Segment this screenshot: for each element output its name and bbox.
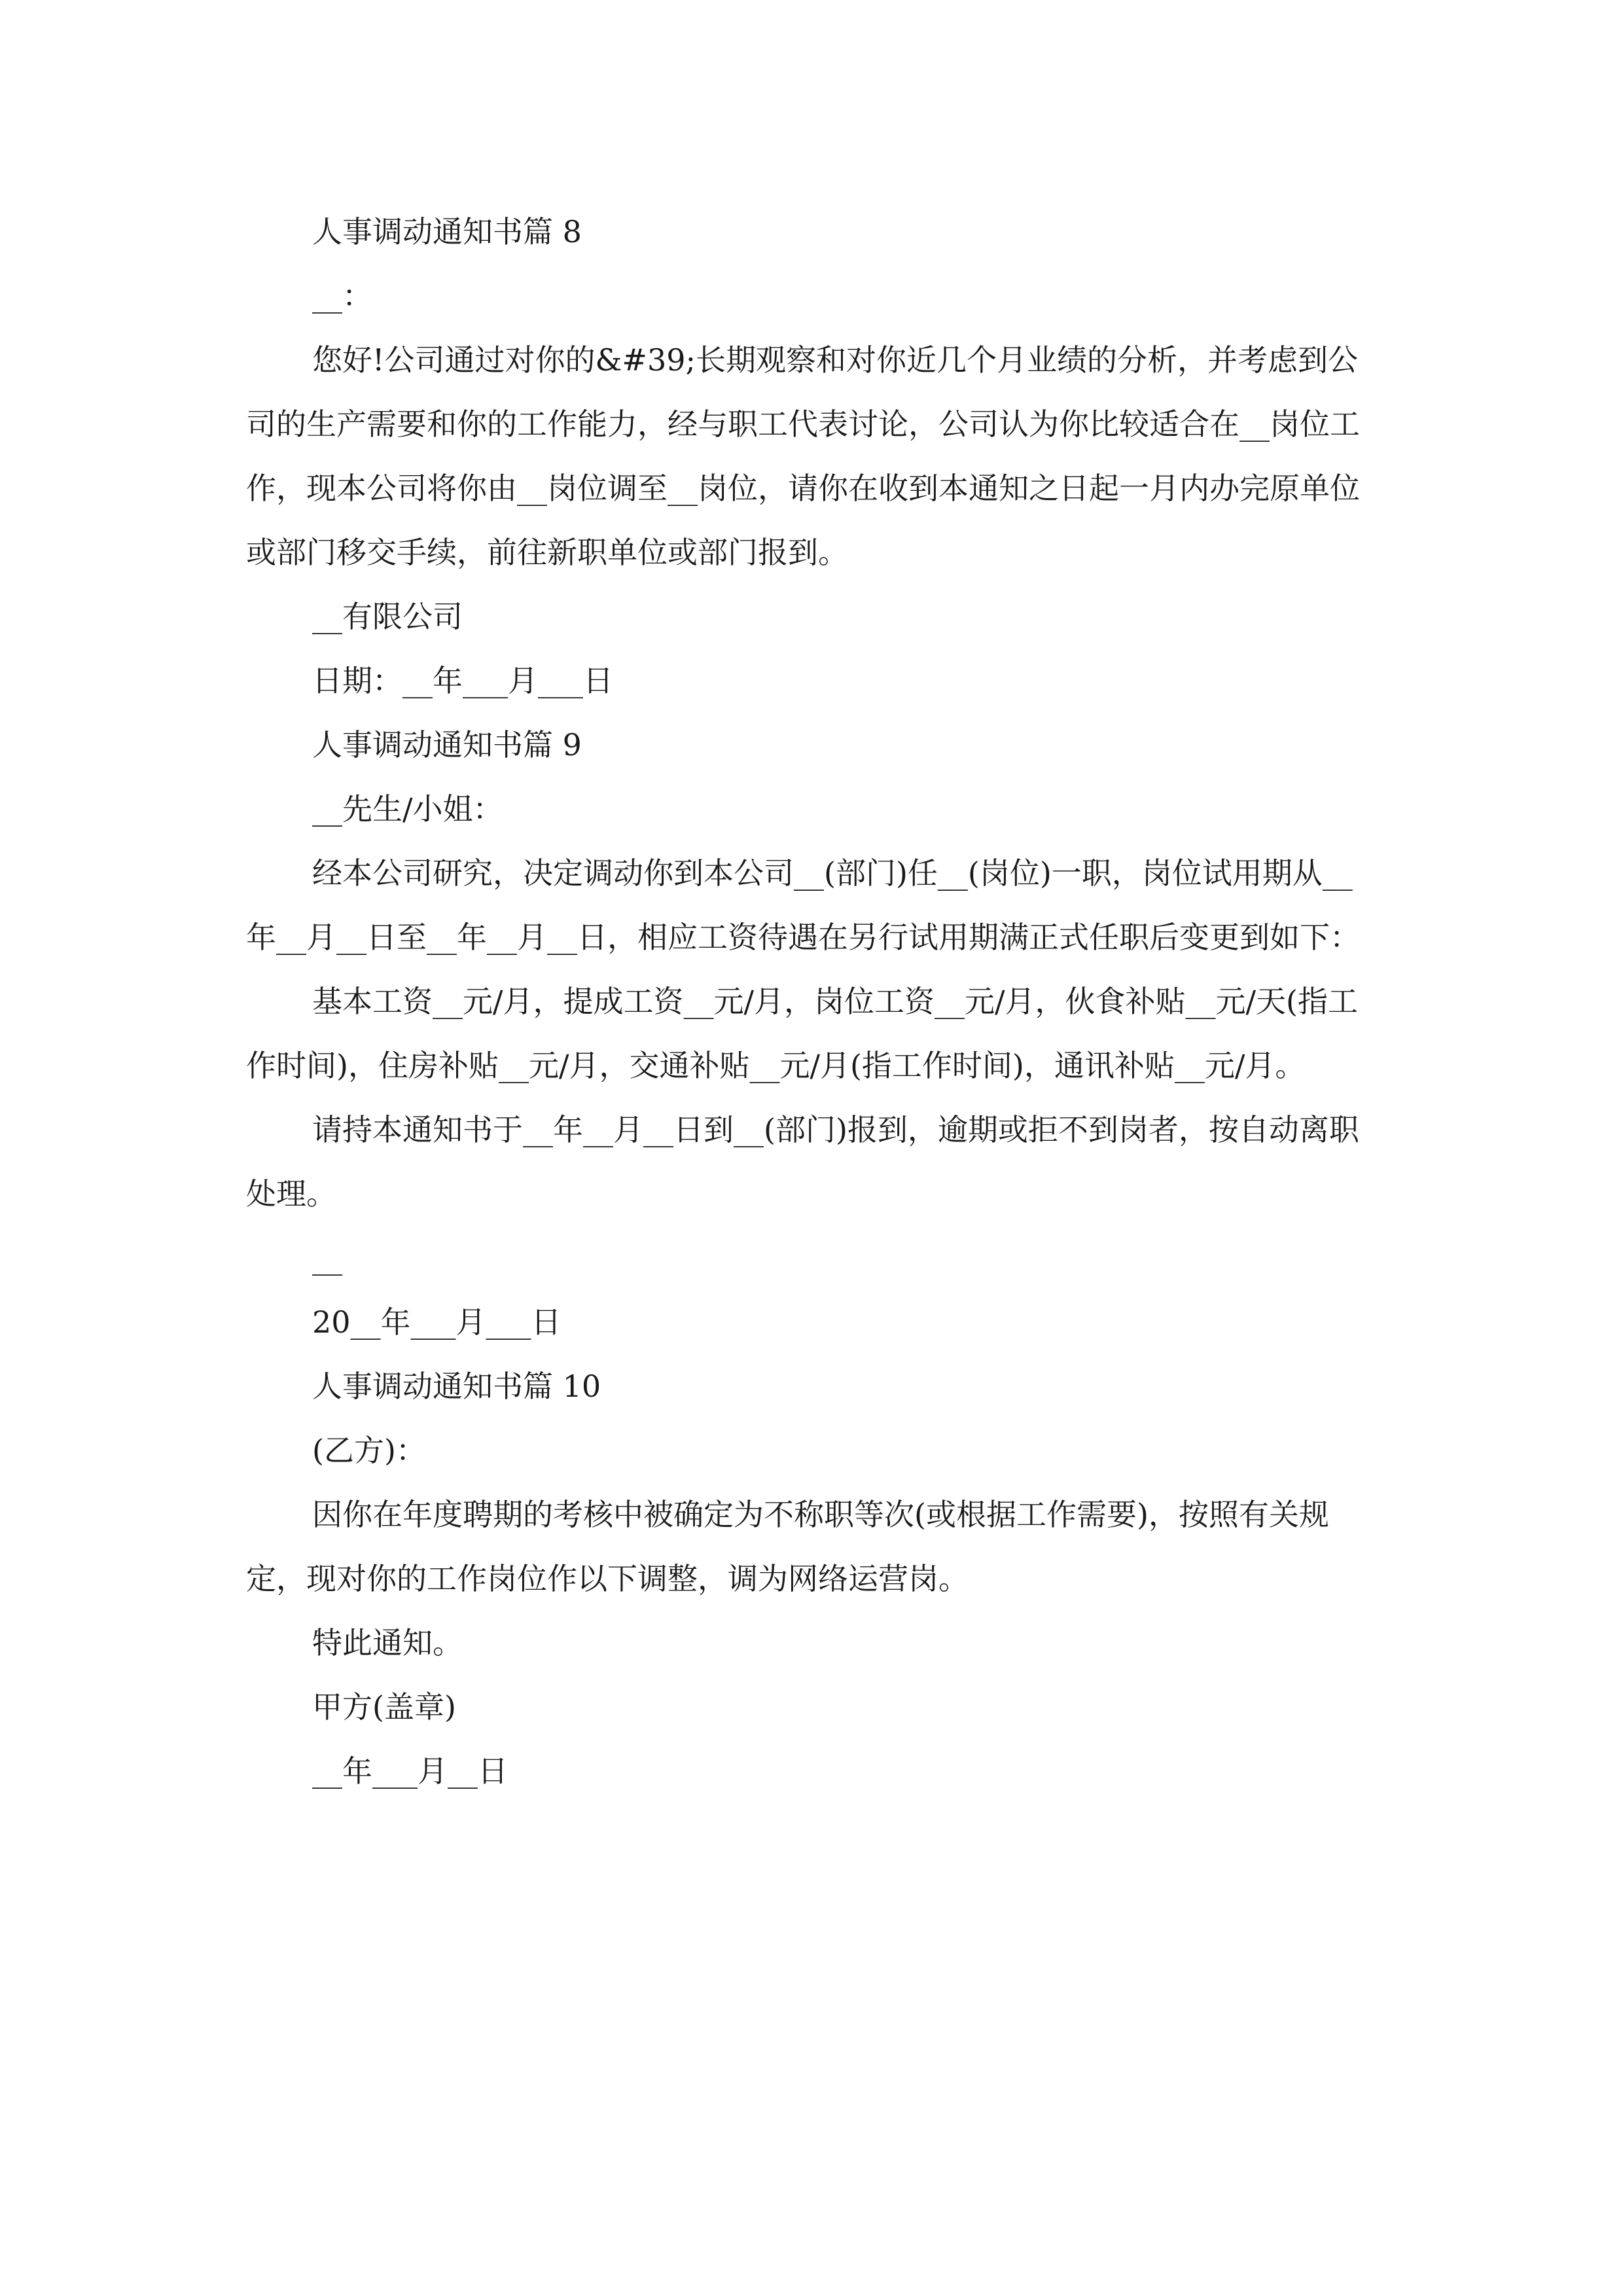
date-line: 20__年___月___日	[312, 1304, 562, 1340]
signature-line: __	[312, 1240, 342, 1276]
company-name: __有限公司	[312, 599, 463, 634]
document-page	[246, 200, 1377, 1803]
date-line: 日期：__年___月___日	[312, 663, 613, 698]
section-heading: 人事调动通知书篇 10	[312, 1369, 601, 1404]
date-line: __年___月__日	[312, 1753, 508, 1789]
salutation: __先生/小姐：	[312, 791, 503, 827]
salutation: (乙方)：	[312, 1433, 426, 1468]
body-paragraph: 请持本通知书于__年__月__日到__(部门)报到，逾期或拒不到岗者，按自动离职处理。	[246, 1112, 1359, 1211]
body-paragraph: 您好!公司通过对你的&#39;长期观察和对你近几个月业绩的分析，并考虑到公司的生产需要和你的工作能力，经与职工代表讨论，公司认为你比较适合在__岗位工作，现本公司将你由__岗位调至__岗位，请你在收到本通知之日起一月内办完原单位或部门移交手续，前往新职单位或部门报到。	[246, 342, 1360, 570]
section-heading: 人事调动通知书篇 8	[312, 214, 582, 249]
body-paragraph: 因你在年度聘期的考核中被确定为不称职等次(或根据工作需要)，按照有关规定，现对你的工作岗位作以下调整，调为网络运营岗。	[246, 1497, 1329, 1596]
party-line: 甲方(盖章)	[312, 1689, 456, 1725]
salutation: __：	[312, 278, 372, 314]
notice-line: 特此通知。	[312, 1625, 463, 1660]
body-paragraph: 经本公司研究，决定调动你到本公司__(部门)任__(岗位)一职，岗位试用期从__年__月__日至__年__月__日，相应工资待遇在另行试用期满正式任职后变更到如下：	[246, 855, 1360, 955]
section-heading: 人事调动通知书篇 9	[312, 727, 582, 762]
body-paragraph: 基本工资__元/月，提成工资__元/月，岗位工资__元/月，伙食补贴__元/天(指工作时间)，住房补贴__元/月，交通补贴__元/月(指工作时间)，通讯补贴__元/月。	[246, 984, 1358, 1083]
